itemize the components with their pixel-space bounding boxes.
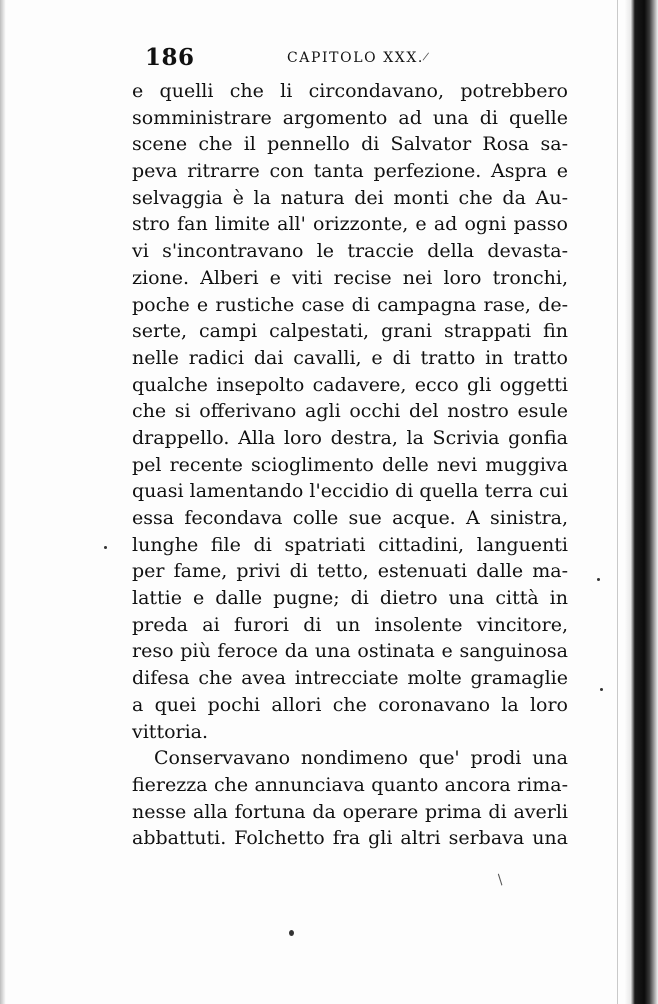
text-line: zione. Alberi e viti recise nei loro tronchi, <box>132 266 568 289</box>
text-line: peva ritrarre con tanta perfezione. Aspra e <box>132 160 568 183</box>
text-line: lattie e dalle pugne; di dietro una città in <box>132 587 568 610</box>
scan-speck <box>289 930 294 936</box>
text-line: somministrare argomento ad una di quelle <box>132 106 568 129</box>
body-text <box>132 78 568 852</box>
left-page-shadow <box>0 0 6 1004</box>
text-line: essa fecondava colle sue acque. A sinistra, <box>132 507 568 529</box>
scan-mark: / <box>493 872 507 888</box>
text-line: abbattuti. Folchetto fra gli altri serbava una <box>132 827 568 850</box>
text-line: reso più feroce da una ostinata e sanguinosa <box>132 640 568 663</box>
text-line: fierezza che annunciava quanto ancora rima- <box>132 773 568 796</box>
running-header <box>145 44 575 72</box>
text-line: preda ai furori di un insolente vincitore, <box>132 613 568 636</box>
text-line: stro fan limite all' orizzonte, e ad ogni passo <box>132 213 568 236</box>
page-number: 186 <box>145 44 195 71</box>
scan-speck <box>600 688 603 691</box>
text-line: drappello. Alla loro destra, la Scrivia gonfia <box>132 426 568 449</box>
text-line: a quei pochi allori che coronavano la loro <box>132 693 568 716</box>
binding-line <box>617 0 618 1004</box>
scan-speck <box>104 546 107 549</box>
text-line: e quelli che li circondavano, potrebbero <box>132 80 568 102</box>
text-line: difesa che avea intrecciate molte gramaglie <box>132 667 568 690</box>
chapter-title: CAPITOLO XXX. <box>287 50 424 66</box>
text-line: quasi lamentando l'eccidio di quella terra cui <box>132 480 568 503</box>
text-line: che si offerivano agli occhi del nostro esule <box>132 400 568 423</box>
text-line: vi s'incontravano le traccie della devasta- <box>132 240 568 263</box>
scan-speck <box>597 578 600 581</box>
text-line: scene che il pennello di Salvator Rosa sa- <box>132 133 568 156</box>
text-line: poche e rustiche case di campagna rase, de- <box>132 293 568 316</box>
paragraph-start-line: Conservavano nondimeno que' prodi una <box>154 747 568 770</box>
text-line: per fame, privi di tetto, estenuati dalle ma- <box>132 560 568 583</box>
text-line: pel recente scioglimento delle nevi muggiva <box>132 453 568 476</box>
text-line: qualche insepolto cadavere, ecco gli oggetti <box>132 373 568 396</box>
scan-mark: / <box>421 49 430 64</box>
paragraph-end-line: vittoria. <box>132 720 209 743</box>
text-line: nelle radici dai cavalli, e di tratto in tratto <box>132 346 568 369</box>
text-line: lunghe file di spatriati cittadini, languenti <box>132 533 568 556</box>
text-line: nesse alla fortuna da operare prima di averli <box>132 800 568 823</box>
text-line: serte, campi calpestati, grani strappati fin <box>132 320 568 343</box>
binding-edge <box>624 0 658 1004</box>
text-line: selvaggia è la natura dei monti che da Au- <box>132 186 568 209</box>
